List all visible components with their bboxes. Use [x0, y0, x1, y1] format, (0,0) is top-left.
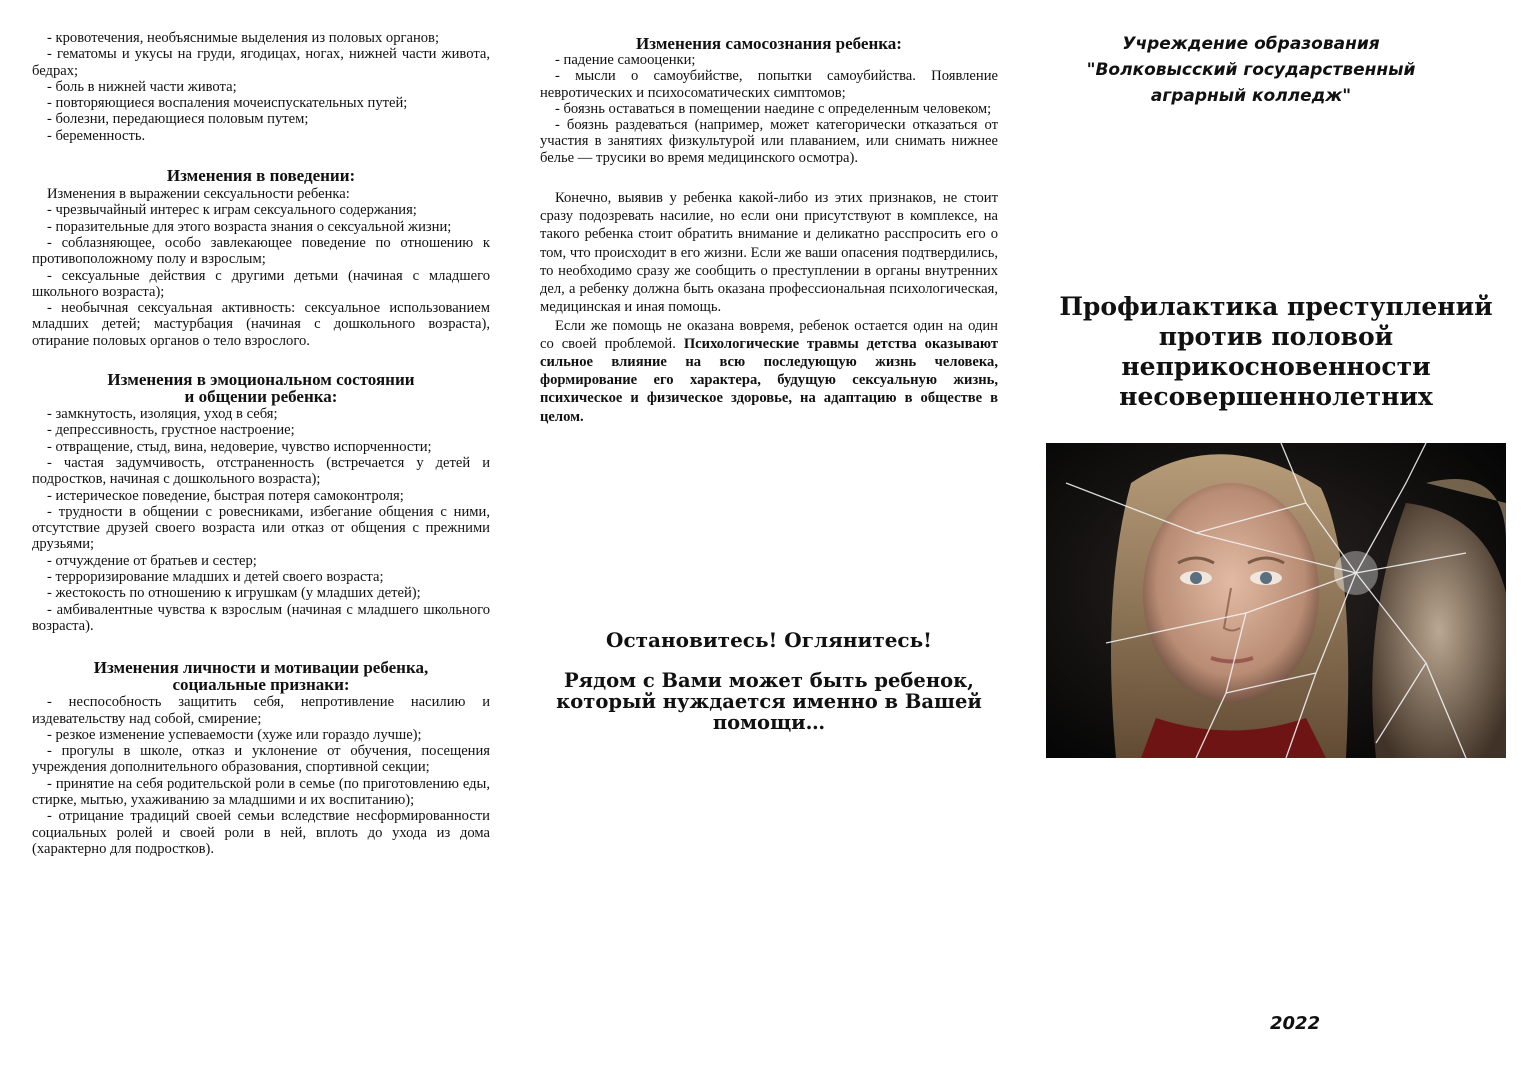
- middle-column: [540, 30, 998, 426]
- heading-line: Изменения в эмоциональном состоянии: [107, 370, 415, 390]
- year: 2022: [1270, 1013, 1321, 1034]
- consequence-bold-text: Психологические травмы детства оказывают сильное влияние на всю последующую жизнь человека, формирование его характера, будущую сексуальную жизнь, психическое и физическое здоровье, на адаптацию в обществе в целом.: [540, 335, 998, 425]
- heading-self-awareness: Изменения самосознания ребенка:: [636, 34, 902, 53]
- list-item: - соблазняющее, особо завлекающее поведение по отношению к противоположному полу и взрослым;: [32, 234, 490, 268]
- list-item: - депрессивность, грустное настроение;: [47, 422, 295, 439]
- consequence-text: Если же помощь не оказана вовремя, ребенок остается один на один со своей проблемой.: [540, 317, 998, 352]
- list-item: - резкое изменение успеваемости (хуже или гораздо лучше);: [47, 726, 422, 743]
- behavior-intro: Изменения в выражении сексуальности ребенка:: [47, 186, 350, 203]
- institution-line: аграрный колледж": [1150, 86, 1352, 106]
- list-item: - поразительные для этого возраста знания о сексуальной жизни;: [47, 218, 452, 235]
- advice-paragraph: Конечно, выявив у ребенка какой-либо из этих признаков, не стоит сразу подозревать насилие, но если они присутствуют в комплексе, на такого ребенка стоит обратить внимание и деликатно расспросить его о том, что происходит в его жизни. Если же ваши опасения подтвердились, то необходимо сразу же сообщить о преступлении в органы внутренних дел, а ребенку должна быть оказана профессиональная психологическая, медицинская и иная помощь.: [540, 190, 998, 316]
- list-item: - замкнутость, изоляция, уход в себя;: [47, 406, 278, 423]
- institution-line: "Волковысский государственный: [1086, 60, 1416, 80]
- list-physical-signs: [32, 30, 490, 144]
- title-line: несовершеннолетних: [1119, 382, 1433, 411]
- list-item: - жестокость по отношению к игрушкам (у младших детей);: [47, 585, 421, 602]
- list-item: - отрицание традиций своей семьи вследствие несформированности социальных ролей и своей роли в ней, вплоть до ухода из дома (характерно для подростков).: [32, 808, 490, 857]
- call-nearby: Рядом с Вами может быть ребенок, который нуждается именно в Вашей помощи…: [556, 669, 982, 734]
- list-item: - отчуждение от братьев и сестер;: [47, 552, 257, 569]
- institution-name: [1046, 31, 1456, 109]
- list-item: - боязнь оставаться в помещении наедине с определенным человеком;: [555, 100, 992, 117]
- heading-behavior: Изменения в поведении:: [166, 166, 356, 186]
- list-item: - повторяющиеся воспаления мочеиспускательных путей;: [47, 95, 408, 112]
- title-line: неприкосновенности: [1121, 352, 1431, 381]
- heading-line: и общении ребенка:: [184, 387, 338, 407]
- list-item: - беременность.: [47, 127, 146, 144]
- heading-line: Изменения личности и мотивации ребенка,: [93, 658, 429, 678]
- list-self-awareness: [540, 52, 998, 166]
- list-item: - амбивалентные чувства к взрослым (начиная с младшего школьного возраста).: [32, 601, 490, 634]
- list-item: - боль в нижней части живота;: [47, 78, 237, 95]
- heading-personality: [32, 659, 490, 693]
- left-column: [32, 30, 490, 857]
- list-item: - сексуальные действия с другими детьми (начиная с младшего школьного возраста);: [32, 267, 490, 300]
- list-item: - кровотечения, необъяснимые выделения из половых органов;: [47, 30, 439, 46]
- list-emotional: [32, 406, 490, 634]
- list-item: - падение самооценки;: [555, 52, 696, 68]
- list-item: - прогулы в школе, отказ и уклонение от обучения, посещения учреждения дополнительного образования, спортивной секции;: [32, 743, 490, 776]
- list-item: - принятие на себя родительской роли в семье (по приготовлению еды, стирке, мытью, ухаживанию за младшими и их воспитанию);: [32, 775, 490, 808]
- brochure-title: [1046, 292, 1506, 412]
- heading-line: социальные признаки:: [172, 675, 350, 695]
- title-line: против половой: [1158, 322, 1394, 351]
- consequence-paragraph: [540, 317, 998, 426]
- title-line: Профилактика преступлений: [1059, 292, 1493, 321]
- list-item: - частая задумчивость, отстраненность (встречается у детей и подростков, начиная с дошкольного возраста);: [32, 454, 490, 488]
- call-stop: Остановитесь! Оглянитесь!: [606, 628, 932, 652]
- institution-line: Учреждение образования: [1122, 34, 1380, 54]
- cover-photo: [1046, 443, 1506, 758]
- list-item: - отвращение, стыд, вина, недоверие, чувство испорченности;: [47, 438, 432, 455]
- list-item: - боязнь раздеваться (например, может категорически отказаться от участия в занятиях физкультурой или плаванием, или снимать нижнее белье — трусики во время медицинского осмотра).: [540, 117, 998, 166]
- heading-emotional-state: [32, 371, 490, 405]
- list-item: - мысли о самоубийстве, попытки самоубийства. Появление невротических и психосоматических симптомов;: [540, 68, 998, 101]
- list-item: - гематомы и укусы на груди, ягодицах, ногах, нижней части живота, бедрах;: [32, 46, 490, 79]
- list-personality: [32, 694, 490, 857]
- broken-mirror-illustration: [1046, 443, 1506, 758]
- list-behavior: [32, 202, 490, 349]
- list-item: - терроризирование младших и детей своего возраста;: [47, 569, 384, 586]
- list-item: - истерическое поведение, быстрая потеря самоконтроля;: [47, 487, 404, 504]
- list-item: - чрезвычайный интерес к играм сексуального содержания;: [47, 202, 417, 219]
- list-item: - неспособность защитить себя, непротивление насилию и издевательству над собой, смирение;: [32, 694, 490, 727]
- list-item: - болезни, передающиеся половым путем;: [47, 111, 309, 128]
- list-item: - трудности в общении с ровесниками, избегание общения с ними, отсутствие друзей своего возраста или отказ от общения с прежними друзьями;: [32, 503, 490, 553]
- list-item: - необычная сексуальная активность: сексуальное использованием младших детей; мастурбация (начиная с дошкольного возраста), отирание половых органов о тело взрослого.: [32, 300, 490, 349]
